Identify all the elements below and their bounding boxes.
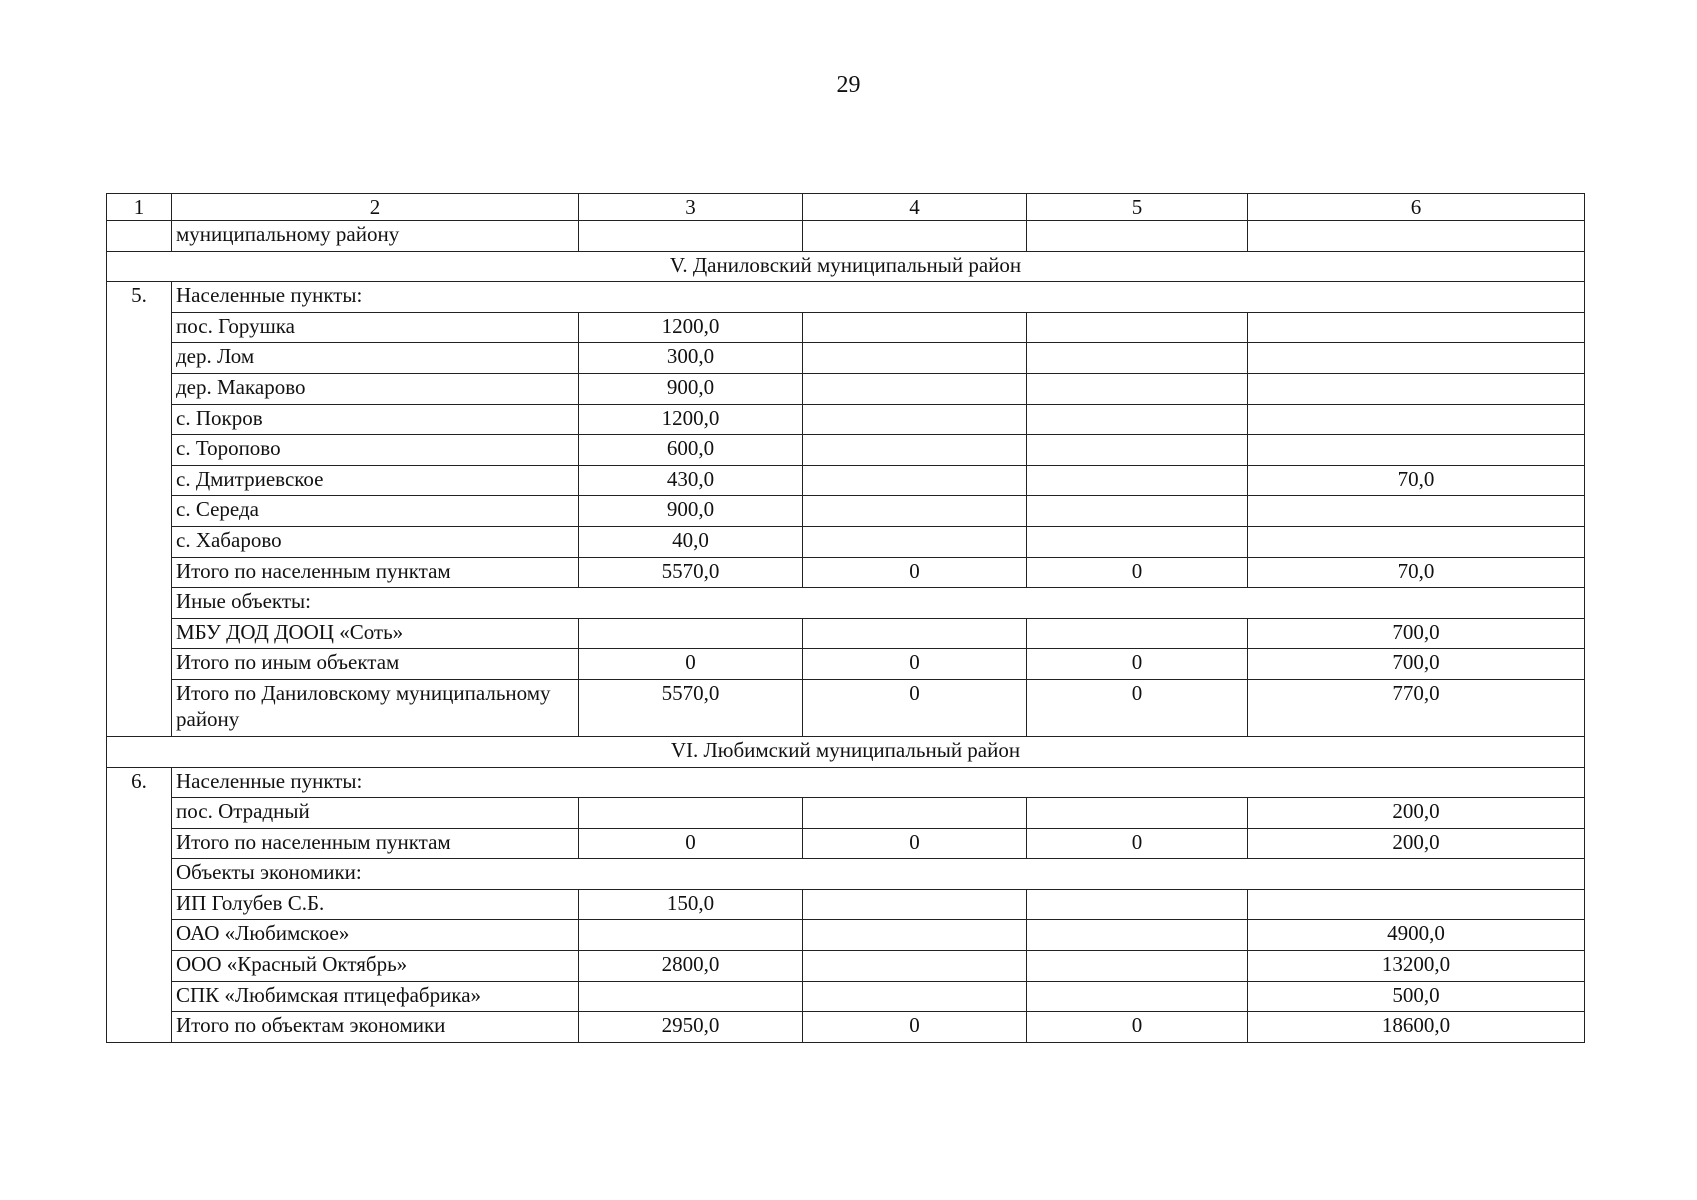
table-row <box>107 312 1585 343</box>
column-number-row <box>107 194 1585 221</box>
value-cell <box>1027 889 1248 920</box>
value-cell <box>1027 920 1248 951</box>
value-cell: 18600,0 <box>1248 1012 1585 1043</box>
name-cell: с. Покров <box>172 404 579 435</box>
value-cell <box>803 343 1027 374</box>
section-index: 5. <box>107 282 172 737</box>
section-title-row <box>107 251 1585 282</box>
value-cell <box>803 404 1027 435</box>
value-cell <box>579 981 803 1012</box>
value-cell: 900,0 <box>579 496 803 527</box>
value-cell <box>803 889 1027 920</box>
value-cell: 4900,0 <box>1248 920 1585 951</box>
value-cell: 200,0 <box>1248 798 1585 829</box>
name-cell: муниципальному району <box>172 221 579 252</box>
value-cell: 0 <box>1027 649 1248 680</box>
value-cell <box>803 798 1027 829</box>
value-cell: 0 <box>803 679 1027 736</box>
value-cell <box>1027 373 1248 404</box>
value-cell <box>803 465 1027 496</box>
value-cell: 1200,0 <box>579 312 803 343</box>
value-cell <box>1248 404 1585 435</box>
value-cell <box>579 920 803 951</box>
group-label: Населенные пункты: <box>172 767 1585 798</box>
value-cell: 300,0 <box>579 343 803 374</box>
value-cell: 0 <box>579 828 803 859</box>
column-number: 4 <box>803 194 1027 221</box>
name-cell: с. Дмитриевское <box>172 465 579 496</box>
value-cell <box>1027 465 1248 496</box>
value-cell: 1200,0 <box>579 404 803 435</box>
column-number: 1 <box>107 194 172 221</box>
group-label: Иные объекты: <box>172 588 1585 619</box>
group-label-row <box>107 767 1585 798</box>
table-row <box>107 920 1585 951</box>
section-index: 6. <box>107 767 172 1042</box>
value-cell: 5570,0 <box>579 679 803 736</box>
value-cell: 600,0 <box>579 435 803 466</box>
value-cell: 0 <box>803 649 1027 680</box>
value-cell <box>803 496 1027 527</box>
table-row <box>107 981 1585 1012</box>
value-cell: 2950,0 <box>579 1012 803 1043</box>
value-cell: 13200,0 <box>1248 951 1585 982</box>
table-row <box>107 1012 1585 1043</box>
value-cell <box>1248 221 1585 252</box>
budget-table <box>106 193 1585 1043</box>
value-cell: 0 <box>1027 679 1248 736</box>
value-cell <box>1027 618 1248 649</box>
table-row <box>107 557 1585 588</box>
value-cell: 150,0 <box>579 889 803 920</box>
value-cell: 70,0 <box>1248 557 1585 588</box>
value-cell <box>1027 221 1248 252</box>
value-cell <box>1248 435 1585 466</box>
name-cell: пос. Отрадный <box>172 798 579 829</box>
table-row <box>107 496 1585 527</box>
name-cell: ИП Голубев С.Б. <box>172 889 579 920</box>
name-cell: с. Торопово <box>172 435 579 466</box>
value-cell: 5570,0 <box>579 557 803 588</box>
value-cell <box>1027 404 1248 435</box>
value-cell <box>803 312 1027 343</box>
value-cell: 0 <box>1027 557 1248 588</box>
value-cell <box>1027 981 1248 1012</box>
name-cell: с. Середа <box>172 496 579 527</box>
table-row <box>107 951 1585 982</box>
value-cell <box>803 951 1027 982</box>
column-number: 5 <box>1027 194 1248 221</box>
value-cell: 40,0 <box>579 526 803 557</box>
table-row <box>107 343 1585 374</box>
value-cell <box>1027 496 1248 527</box>
value-cell <box>1027 951 1248 982</box>
section-title-row <box>107 736 1585 767</box>
name-cell: Итого по объектам экономики <box>172 1012 579 1043</box>
name-cell: МБУ ДОД ДООЦ «Соть» <box>172 618 579 649</box>
table-row <box>107 649 1585 680</box>
value-cell <box>1248 343 1585 374</box>
table-row <box>107 798 1585 829</box>
name-cell: пос. Горушка <box>172 312 579 343</box>
value-cell <box>1027 435 1248 466</box>
table-row <box>107 404 1585 435</box>
value-cell <box>803 373 1027 404</box>
value-cell <box>1027 526 1248 557</box>
table-row <box>107 526 1585 557</box>
value-cell: 0 <box>1027 1012 1248 1043</box>
table-row <box>107 618 1585 649</box>
value-cell <box>803 981 1027 1012</box>
name-cell: с. Хабарово <box>172 526 579 557</box>
value-cell: 0 <box>803 828 1027 859</box>
value-cell: 430,0 <box>579 465 803 496</box>
value-cell: 700,0 <box>1248 618 1585 649</box>
value-cell <box>803 435 1027 466</box>
table-row <box>107 679 1585 736</box>
value-cell <box>1248 373 1585 404</box>
table-row <box>107 889 1585 920</box>
value-cell <box>1248 312 1585 343</box>
name-cell: ООО «Красный Октябрь» <box>172 951 579 982</box>
page-number: 29 <box>836 72 861 98</box>
value-cell <box>579 221 803 252</box>
value-cell <box>1248 526 1585 557</box>
value-cell <box>803 920 1027 951</box>
value-cell: 0 <box>1027 828 1248 859</box>
value-cell <box>1248 889 1585 920</box>
name-cell: Итого по населенным пунктам <box>172 828 579 859</box>
name-cell: дер. Лом <box>172 343 579 374</box>
name-cell: СПК «Любимская птицефабрика» <box>172 981 579 1012</box>
value-cell: 200,0 <box>1248 828 1585 859</box>
table-row <box>107 465 1585 496</box>
table-row <box>107 435 1585 466</box>
value-cell <box>579 798 803 829</box>
index-cell <box>107 221 172 252</box>
group-label-row <box>107 282 1585 313</box>
value-cell <box>1027 312 1248 343</box>
value-cell: 0 <box>803 557 1027 588</box>
value-cell <box>803 618 1027 649</box>
name-cell: ОАО «Любимское» <box>172 920 579 951</box>
section-title: VI. Любимский муниципальный район <box>107 736 1585 767</box>
value-cell: 70,0 <box>1248 465 1585 496</box>
value-cell: 500,0 <box>1248 981 1585 1012</box>
value-cell <box>1027 798 1248 829</box>
value-cell: 700,0 <box>1248 649 1585 680</box>
table-row <box>107 828 1585 859</box>
group-label-row <box>107 859 1585 890</box>
column-number: 3 <box>579 194 803 221</box>
name-cell: Итого по иным объектам <box>172 649 579 680</box>
table-row <box>107 221 1585 252</box>
value-cell <box>579 618 803 649</box>
value-cell <box>803 221 1027 252</box>
section-title: V. Даниловский муниципальный район <box>107 251 1585 282</box>
group-label: Объекты экономики: <box>172 859 1585 890</box>
value-cell: 0 <box>803 1012 1027 1043</box>
name-cell: Итого по населенным пунктам <box>172 557 579 588</box>
value-cell: 770,0 <box>1248 679 1585 736</box>
value-cell <box>1027 343 1248 374</box>
table-row <box>107 373 1585 404</box>
name-cell: Итого по Даниловскому муниципальному району <box>172 679 579 736</box>
value-cell <box>1248 496 1585 527</box>
column-number: 2 <box>172 194 579 221</box>
value-cell: 0 <box>579 649 803 680</box>
value-cell <box>803 526 1027 557</box>
value-cell: 900,0 <box>579 373 803 404</box>
column-number: 6 <box>1248 194 1585 221</box>
name-cell: дер. Макарово <box>172 373 579 404</box>
group-label: Населенные пункты: <box>172 282 1585 313</box>
group-label-row <box>107 588 1585 619</box>
value-cell: 2800,0 <box>579 951 803 982</box>
